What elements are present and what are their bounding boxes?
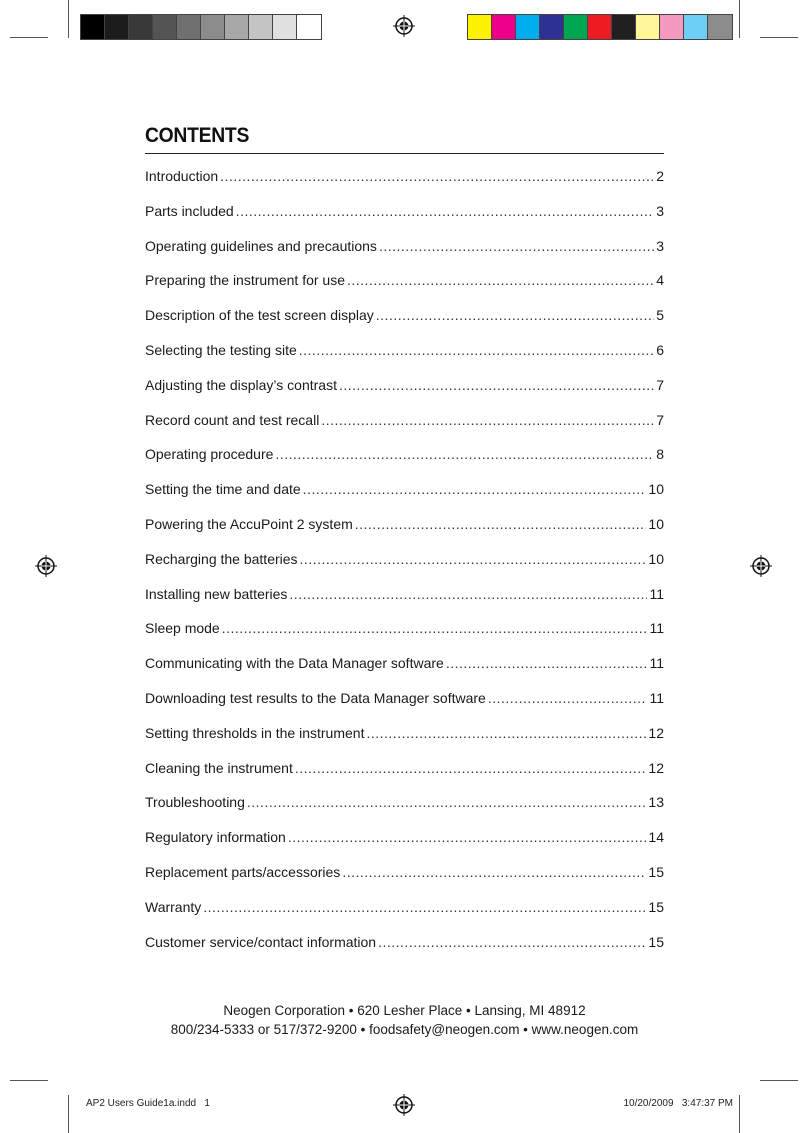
color-swatch (684, 15, 708, 39)
slug-file-name: AP2 Users Guide1a.indd 1 (86, 1098, 210, 1109)
toc-entry-page: 5 (656, 307, 664, 324)
dot-leader (321, 408, 654, 432)
color-swatch (81, 15, 105, 39)
toc-entry (145, 477, 664, 512)
registration-mark-icon (35, 555, 57, 577)
dot-leader (300, 547, 647, 571)
toc-entry-page: 15 (648, 898, 664, 915)
toc-entry (145, 721, 664, 756)
dot-leader (446, 651, 648, 675)
toc-entry-page: 7 (656, 411, 664, 428)
dot-leader (379, 234, 654, 258)
toc-entry-title: Replacement parts/accessories (145, 863, 341, 880)
toc-entry-page: 8 (656, 446, 664, 463)
process-color-bar (467, 14, 733, 40)
toc-entry (145, 860, 664, 895)
company-address: Neogen Corporation • 620 Lesher Place • Lansing, MI 48912 (223, 1003, 586, 1018)
toc-entry-page: 2 (656, 168, 664, 184)
toc-entry-page: 11 (649, 655, 664, 672)
color-swatch (105, 15, 129, 39)
toc-entry-title: Preparing the instrument for use (145, 272, 345, 289)
color-swatch (468, 15, 492, 39)
toc-entry-title: Description of the test screen display (145, 307, 374, 324)
color-swatch (636, 15, 660, 39)
color-swatch (540, 15, 564, 39)
toc-entry-title: Introduction (145, 168, 219, 184)
toc-entry-title: Communicating with the Data Manager software (145, 655, 444, 672)
toc-entry (145, 825, 664, 860)
toc-entry (145, 164, 664, 199)
toc-entry-page: 11 (649, 585, 664, 602)
page-title: CONTENTS (145, 124, 250, 147)
dot-leader (378, 930, 646, 954)
dot-leader (295, 756, 647, 780)
color-swatch (273, 15, 297, 39)
grayscale-color-bar (80, 14, 322, 40)
toc-entry-title: Adjusting the display’s contrast (145, 376, 337, 393)
toc-entry (145, 442, 664, 477)
dot-leader (288, 825, 647, 849)
toc-entry-title: Troubleshooting (145, 794, 245, 811)
crop-mark (10, 37, 48, 38)
toc-entry-title: Powering the AccuPoint 2 system (145, 515, 353, 532)
dot-leader (275, 442, 654, 466)
toc-entry-title: Customer service/contact information (145, 933, 377, 950)
toc-entry (145, 234, 664, 269)
toc-entry (145, 582, 664, 617)
crop-mark (68, 1095, 69, 1133)
toc-entry-page: 3 (656, 202, 664, 219)
toc-entry (145, 268, 664, 303)
crop-mark (760, 1080, 798, 1081)
color-swatch (225, 15, 249, 39)
toc-entry-page: 14 (648, 829, 664, 846)
slug-timestamp: 10/20/2009 3:47:37 PM (623, 1098, 733, 1109)
color-swatch (153, 15, 177, 39)
toc-entry (145, 199, 664, 234)
color-swatch (660, 15, 684, 39)
toc-entry-page: 7 (656, 376, 664, 393)
registration-mark-icon (393, 15, 415, 37)
toc-entry (145, 338, 664, 373)
dot-leader (355, 512, 647, 536)
dot-leader (299, 338, 654, 362)
toc-entry-title: Operating guidelines and precautions (145, 237, 377, 254)
toc-entry-page: 12 (648, 759, 664, 776)
dot-leader (222, 616, 648, 640)
toc-entry-page: 4 (656, 272, 664, 289)
toc-entry-page: 15 (648, 863, 664, 880)
dot-leader (203, 895, 646, 919)
toc-entry (145, 651, 664, 686)
dot-leader (376, 303, 654, 327)
color-swatch (249, 15, 273, 39)
toc-entry-title: Installing new batteries (145, 585, 288, 602)
dot-leader (289, 582, 647, 606)
toc-entry-title: Selecting the testing site (145, 341, 297, 358)
toc-entry-page: 6 (656, 341, 664, 358)
crop-mark (739, 0, 740, 38)
toc-entry-page: 10 (648, 481, 664, 498)
color-swatch (612, 15, 636, 39)
dot-leader (347, 268, 654, 292)
toc-entry-title: Setting thresholds in the instrument (145, 724, 365, 741)
toc-entry-page: 11 (649, 620, 664, 637)
toc-entry (145, 756, 664, 791)
table-of-contents (145, 164, 664, 964)
toc-entry-page: 15 (648, 933, 664, 950)
toc-entry (145, 303, 664, 338)
toc-entry (145, 512, 664, 547)
toc-entry-title: Operating procedure (145, 446, 274, 463)
dot-leader (366, 721, 646, 745)
dot-leader (236, 199, 654, 223)
color-swatch (297, 15, 321, 39)
toc-entry (145, 408, 664, 443)
toc-entry-page: 10 (648, 515, 664, 532)
toc-entry-title: Record count and test recall (145, 411, 320, 428)
toc-entry-page: 3 (656, 237, 664, 254)
company-contact: 800/234-5333 or 517/372-9200 • foodsafety@neogen.com • www.neogen.com (170, 1022, 639, 1037)
dot-leader (342, 860, 646, 884)
crop-mark (68, 0, 69, 38)
crop-mark (739, 1095, 740, 1133)
registration-mark-icon (393, 1094, 415, 1116)
toc-entry-title: Regulatory information (145, 829, 286, 846)
color-swatch (708, 15, 732, 39)
color-swatch (564, 15, 588, 39)
dot-leader (303, 477, 647, 501)
color-swatch (588, 15, 612, 39)
dot-leader (488, 686, 648, 710)
dot-leader (247, 790, 647, 814)
dot-leader (339, 373, 654, 397)
color-swatch (516, 15, 540, 39)
toc-entry-page: 13 (648, 794, 664, 811)
color-swatch (129, 15, 153, 39)
toc-entry-page: 12 (648, 724, 664, 741)
color-swatch (177, 15, 201, 39)
toc-entry-title: Parts included (145, 202, 234, 219)
crop-mark (760, 37, 798, 38)
toc-entry (145, 616, 664, 651)
toc-entry-title: Warranty (145, 898, 202, 915)
toc-entry (145, 895, 664, 930)
toc-entry-title: Cleaning the instrument (145, 759, 293, 776)
toc-entry-title: Sleep mode (145, 620, 220, 637)
toc-entry-page: 11 (649, 689, 664, 706)
toc-entry-title: Downloading test results to the Data Manager software (145, 689, 486, 706)
toc-entry (145, 686, 664, 721)
title-divider (145, 153, 664, 154)
toc-entry (145, 790, 664, 825)
toc-entry (145, 373, 664, 408)
crop-mark (10, 1080, 48, 1081)
registration-mark-icon (750, 555, 772, 577)
dot-leader (220, 164, 654, 188)
toc-entry (145, 547, 664, 582)
toc-entry-title: Setting the time and date (145, 481, 301, 498)
color-swatch (201, 15, 225, 39)
color-swatch (492, 15, 516, 39)
toc-entry-title: Recharging the batteries (145, 550, 298, 567)
toc-entry-page: 10 (648, 550, 664, 567)
toc-entry (145, 930, 664, 965)
